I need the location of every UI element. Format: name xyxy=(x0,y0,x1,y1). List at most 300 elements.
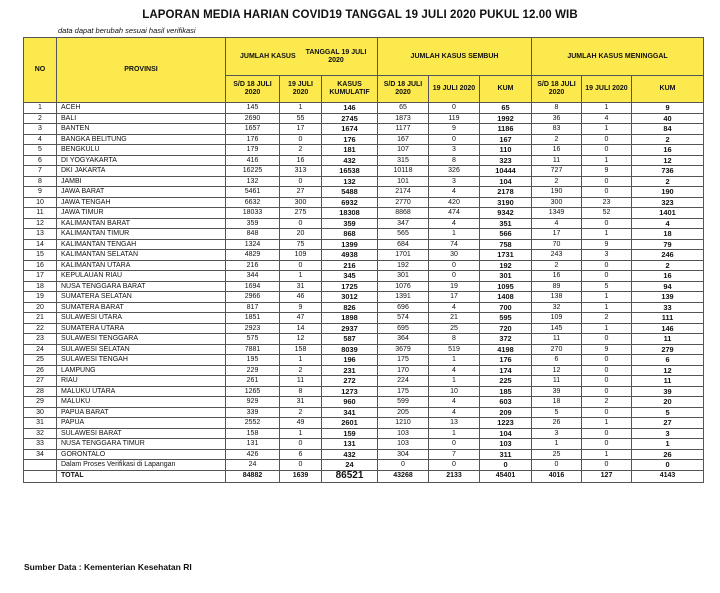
table-row xyxy=(24,260,704,271)
row-no: 25 xyxy=(24,355,57,366)
row-sembuh-sd18: 3679 xyxy=(378,344,429,355)
row-meninggal-sd18: 3 xyxy=(532,428,582,439)
row-sembuh-19: 19 xyxy=(429,281,480,292)
table-row xyxy=(24,218,704,229)
row-sembuh-19: 0 xyxy=(429,134,480,145)
verification-note: data dapat berubah sesuai hasil verifikasi xyxy=(58,26,196,35)
row-meninggal-sd18: 145 xyxy=(532,323,582,334)
row-meninggal-sd18: 17 xyxy=(532,229,582,240)
row-sembuh-sd18: 565 xyxy=(378,229,429,240)
table-row xyxy=(24,166,704,177)
row-kasus-sd18: 132 xyxy=(226,176,280,187)
row-meninggal-sd18: 8 xyxy=(532,103,582,114)
row-sembuh-kum: 110 xyxy=(480,145,532,156)
row-kasus-19: 2 xyxy=(280,365,322,376)
row-kasus-kumulatif: 159 xyxy=(322,428,378,439)
row-meninggal-19: 0 xyxy=(582,187,632,198)
row-no: 16 xyxy=(24,260,57,271)
row-meninggal-kum: 5 xyxy=(632,407,704,418)
row-sembuh-19: 13 xyxy=(429,418,480,429)
row-kasus-sd18: 6632 xyxy=(226,197,280,208)
row-sembuh-kum: 3190 xyxy=(480,197,532,208)
row-sembuh-19: 420 xyxy=(429,197,480,208)
row-meninggal-kum: 0 xyxy=(632,460,704,471)
row-kasus-kumulatif: 2745 xyxy=(322,113,378,124)
row-meninggal-sd18: 12 xyxy=(532,365,582,376)
table-row xyxy=(24,124,704,135)
row-kasus-kumulatif: 1273 xyxy=(322,386,378,397)
row-kasus-kumulatif: 1674 xyxy=(322,124,378,135)
row-sembuh-19: 4 xyxy=(429,397,480,408)
row-sembuh-sd18: 103 xyxy=(378,428,429,439)
row-kasus-sd18: 817 xyxy=(226,302,280,313)
row-kasus-sd18: 216 xyxy=(226,260,280,271)
row-meninggal-19: 5 xyxy=(582,281,632,292)
row-kasus-19: 0 xyxy=(280,460,322,471)
row-sembuh-sd18: 1873 xyxy=(378,113,429,124)
total-sembuh-sd18: 43268 xyxy=(378,470,429,482)
row-meninggal-kum: 190 xyxy=(632,187,704,198)
row-meninggal-kum: 84 xyxy=(632,124,704,135)
row-sembuh-sd18: 175 xyxy=(378,386,429,397)
table-row xyxy=(24,155,704,166)
row-no: 21 xyxy=(24,313,57,324)
table-row xyxy=(24,292,704,303)
row-no: 23 xyxy=(24,334,57,345)
row-sembuh-kum: 311 xyxy=(480,449,532,460)
row-meninggal-sd18: 0 xyxy=(532,460,582,471)
row-sembuh-19: 4 xyxy=(429,302,480,313)
row-kasus-sd18: 1324 xyxy=(226,239,280,250)
row-sembuh-19: 0 xyxy=(429,460,480,471)
row-meninggal-kum: 11 xyxy=(632,334,704,345)
row-sembuh-sd18: 304 xyxy=(378,449,429,460)
row-sembuh-19: 8 xyxy=(429,334,480,345)
row-meninggal-kum: 94 xyxy=(632,281,704,292)
row-no: 18 xyxy=(24,281,57,292)
row-sembuh-kum: 9342 xyxy=(480,208,532,219)
row-provinsi: BANGKA BELITUNG xyxy=(57,134,226,145)
row-meninggal-19: 0 xyxy=(582,365,632,376)
row-kasus-19: 6 xyxy=(280,449,322,460)
row-no: 9 xyxy=(24,187,57,198)
row-kasus-19: 0 xyxy=(280,134,322,145)
row-kasus-sd18: 261 xyxy=(226,376,280,387)
row-meninggal-sd18: 16 xyxy=(532,271,582,282)
table-row xyxy=(24,250,704,261)
row-meninggal-19: 23 xyxy=(582,197,632,208)
table-row xyxy=(24,113,704,124)
row-kasus-19: 12 xyxy=(280,334,322,345)
row-provinsi: Dalam Proses Verifikasi di Lapangan xyxy=(57,460,226,471)
table-row xyxy=(24,376,704,387)
row-kasus-sd18: 18033 xyxy=(226,208,280,219)
row-kasus-kumulatif: 1898 xyxy=(322,313,378,324)
header-kasus-19: 19 JULI 2020 xyxy=(280,76,322,103)
row-no: 14 xyxy=(24,239,57,250)
row-kasus-sd18: 1851 xyxy=(226,313,280,324)
row-sembuh-kum: 301 xyxy=(480,271,532,282)
row-provinsi: DI YOGYAKARTA xyxy=(57,155,226,166)
total-no xyxy=(24,470,57,482)
row-no: 12 xyxy=(24,218,57,229)
row-kasus-sd18: 229 xyxy=(226,365,280,376)
row-meninggal-sd18: 70 xyxy=(532,239,582,250)
row-kasus-kumulatif: 1399 xyxy=(322,239,378,250)
row-sembuh-sd18: 574 xyxy=(378,313,429,324)
report-title: LAPORAN MEDIA HARIAN COVID19 TANGGAL 19 JULI 2020 PUKUL 12.00 WIB xyxy=(142,9,578,21)
row-sembuh-sd18: 167 xyxy=(378,134,429,145)
row-sembuh-sd18: 175 xyxy=(378,355,429,366)
row-kasus-kumulatif: 231 xyxy=(322,365,378,376)
header-jumlah-kasus-label: JUMLAH KASUS xyxy=(240,52,296,60)
row-sembuh-19: 4 xyxy=(429,187,480,198)
row-meninggal-19: 0 xyxy=(582,428,632,439)
row-kasus-19: 0 xyxy=(280,176,322,187)
row-sembuh-kum: 185 xyxy=(480,386,532,397)
row-provinsi: BANTEN xyxy=(57,124,226,135)
row-provinsi: MALUKU UTARA xyxy=(57,386,226,397)
row-meninggal-sd18: 5 xyxy=(532,407,582,418)
row-meninggal-19: 0 xyxy=(582,218,632,229)
row-meninggal-kum: 146 xyxy=(632,323,704,334)
row-sembuh-kum: 10444 xyxy=(480,166,532,177)
row-meninggal-kum: 111 xyxy=(632,313,704,324)
row-sembuh-sd18: 0 xyxy=(378,460,429,471)
row-sembuh-19: 10 xyxy=(429,386,480,397)
table-row xyxy=(24,208,704,219)
table-row xyxy=(24,229,704,240)
row-kasus-19: 47 xyxy=(280,313,322,324)
row-provinsi: SULAWESI SELATAN xyxy=(57,344,226,355)
total-label: TOTAL xyxy=(57,470,226,482)
row-kasus-sd18: 145 xyxy=(226,103,280,114)
row-sembuh-sd18: 224 xyxy=(378,376,429,387)
row-kasus-kumulatif: 345 xyxy=(322,271,378,282)
total-row xyxy=(24,470,704,482)
row-kasus-sd18: 416 xyxy=(226,155,280,166)
row-no: 33 xyxy=(24,439,57,450)
row-provinsi: SUMATERA UTARA xyxy=(57,323,226,334)
header-kasus-kumulatif: KASUS KUMULATIF xyxy=(322,76,378,103)
row-meninggal-19: 0 xyxy=(582,334,632,345)
row-provinsi: SUMATERA SELATAN xyxy=(57,292,226,303)
row-kasus-19: 313 xyxy=(280,166,322,177)
row-sembuh-sd18: 695 xyxy=(378,323,429,334)
row-sembuh-sd18: 315 xyxy=(378,155,429,166)
row-provinsi: JAWA TIMUR xyxy=(57,208,226,219)
row-meninggal-19: 1 xyxy=(582,103,632,114)
row-sembuh-sd18: 364 xyxy=(378,334,429,345)
table-row xyxy=(24,439,704,450)
row-kasus-kumulatif: 868 xyxy=(322,229,378,240)
row-kasus-kumulatif: 587 xyxy=(322,334,378,345)
row-meninggal-sd18: 1 xyxy=(532,439,582,450)
row-sembuh-kum: 595 xyxy=(480,313,532,324)
row-kasus-19: 16 xyxy=(280,155,322,166)
row-kasus-kumulatif: 6932 xyxy=(322,197,378,208)
row-sembuh-19: 9 xyxy=(429,124,480,135)
row-sembuh-19: 3 xyxy=(429,145,480,156)
row-provinsi: JAMBI xyxy=(57,176,226,187)
row-meninggal-19: 2 xyxy=(582,313,632,324)
row-kasus-19: 1 xyxy=(280,271,322,282)
covid-report-table xyxy=(23,37,704,483)
row-meninggal-19: 0 xyxy=(582,439,632,450)
row-provinsi: MALUKU xyxy=(57,397,226,408)
row-kasus-sd18: 426 xyxy=(226,449,280,460)
row-meninggal-sd18: 18 xyxy=(532,397,582,408)
row-sembuh-19: 0 xyxy=(429,260,480,271)
row-meninggal-kum: 79 xyxy=(632,239,704,250)
row-sembuh-sd18: 65 xyxy=(378,103,429,114)
row-meninggal-kum: 246 xyxy=(632,250,704,261)
row-provinsi: LAMPUNG xyxy=(57,365,226,376)
row-sembuh-19: 4 xyxy=(429,407,480,418)
row-meninggal-kum: 33 xyxy=(632,302,704,313)
row-meninggal-19: 0 xyxy=(582,260,632,271)
row-meninggal-19: 0 xyxy=(582,134,632,145)
row-provinsi: ACEH xyxy=(57,103,226,114)
row-meninggal-19: 0 xyxy=(582,355,632,366)
row-sembuh-kum: 700 xyxy=(480,302,532,313)
row-meninggal-kum: 3 xyxy=(632,428,704,439)
row-kasus-sd18: 929 xyxy=(226,397,280,408)
row-sembuh-kum: 1095 xyxy=(480,281,532,292)
row-sembuh-kum: 603 xyxy=(480,397,532,408)
row-sembuh-sd18: 205 xyxy=(378,407,429,418)
table-row xyxy=(24,334,704,345)
table-row xyxy=(24,460,704,471)
row-kasus-19: 2 xyxy=(280,407,322,418)
row-sembuh-19: 3 xyxy=(429,176,480,187)
row-sembuh-19: 4 xyxy=(429,218,480,229)
row-meninggal-sd18: 6 xyxy=(532,355,582,366)
row-sembuh-sd18: 1076 xyxy=(378,281,429,292)
row-sembuh-sd18: 301 xyxy=(378,271,429,282)
row-sembuh-19: 0 xyxy=(429,439,480,450)
row-meninggal-kum: 26 xyxy=(632,449,704,460)
row-kasus-19: 11 xyxy=(280,376,322,387)
row-kasus-sd18: 5461 xyxy=(226,187,280,198)
row-no: 20 xyxy=(24,302,57,313)
row-kasus-sd18: 2966 xyxy=(226,292,280,303)
row-meninggal-19: 0 xyxy=(582,145,632,156)
row-kasus-sd18: 7881 xyxy=(226,344,280,355)
row-sembuh-kum: 758 xyxy=(480,239,532,250)
row-kasus-kumulatif: 432 xyxy=(322,155,378,166)
row-sembuh-19: 474 xyxy=(429,208,480,219)
total-meninggal-19: 127 xyxy=(582,470,632,482)
row-meninggal-sd18: 11 xyxy=(532,376,582,387)
row-meninggal-sd18: 32 xyxy=(532,302,582,313)
row-kasus-sd18: 4829 xyxy=(226,250,280,261)
row-meninggal-19: 1 xyxy=(582,124,632,135)
row-meninggal-kum: 12 xyxy=(632,365,704,376)
row-meninggal-kum: 39 xyxy=(632,386,704,397)
row-kasus-19: 20 xyxy=(280,229,322,240)
row-provinsi: SULAWESI BARAT xyxy=(57,428,226,439)
total-meninggal-kum: 4143 xyxy=(632,470,704,482)
table-row xyxy=(24,197,704,208)
row-sembuh-kum: 192 xyxy=(480,260,532,271)
table-row xyxy=(24,145,704,156)
row-meninggal-19: 9 xyxy=(582,344,632,355)
row-provinsi: DKI JAKARTA xyxy=(57,166,226,177)
row-no: 34 xyxy=(24,449,57,460)
row-sembuh-sd18: 696 xyxy=(378,302,429,313)
row-sembuh-kum: 566 xyxy=(480,229,532,240)
row-kasus-19: 109 xyxy=(280,250,322,261)
row-sembuh-19: 8 xyxy=(429,155,480,166)
row-kasus-kumulatif: 196 xyxy=(322,355,378,366)
row-provinsi: KALIMANTAN UTARA xyxy=(57,260,226,271)
row-sembuh-19: 1 xyxy=(429,428,480,439)
header-sembuh-kum: KUM xyxy=(480,76,532,103)
row-meninggal-kum: 16 xyxy=(632,271,704,282)
row-meninggal-sd18: 4 xyxy=(532,218,582,229)
row-meninggal-sd18: 727 xyxy=(532,166,582,177)
row-kasus-sd18: 131 xyxy=(226,439,280,450)
row-kasus-sd18: 1265 xyxy=(226,386,280,397)
table-row xyxy=(24,344,704,355)
header-meninggal-sd18: S/D 18 JULI 2020 xyxy=(532,76,582,103)
table-row xyxy=(24,428,704,439)
total-sembuh-19: 2133 xyxy=(429,470,480,482)
header-sembuh-sd18: S/D 18 JULI 2020 xyxy=(378,76,429,103)
row-sembuh-sd18: 103 xyxy=(378,439,429,450)
row-provinsi: JAWA TENGAH xyxy=(57,197,226,208)
row-kasus-sd18: 195 xyxy=(226,355,280,366)
row-provinsi: SUMATERA BARAT xyxy=(57,302,226,313)
header-jumlah-kasus-meninggal: JUMLAH KASUS MENINGGAL xyxy=(532,38,704,76)
total-kasus-kumulatif: 86521 xyxy=(322,470,378,482)
row-provinsi: KALIMANTAN TENGAH xyxy=(57,239,226,250)
row-kasus-sd18: 344 xyxy=(226,271,280,282)
table-row xyxy=(24,323,704,334)
row-kasus-19: 31 xyxy=(280,281,322,292)
row-kasus-kumulatif: 2601 xyxy=(322,418,378,429)
row-sembuh-kum: 167 xyxy=(480,134,532,145)
row-kasus-kumulatif: 18308 xyxy=(322,208,378,219)
row-sembuh-sd18: 2174 xyxy=(378,187,429,198)
row-provinsi: RIAU xyxy=(57,376,226,387)
row-kasus-19: 55 xyxy=(280,113,322,124)
row-sembuh-kum: 720 xyxy=(480,323,532,334)
row-sembuh-sd18: 684 xyxy=(378,239,429,250)
row-kasus-sd18: 575 xyxy=(226,334,280,345)
row-no: 15 xyxy=(24,250,57,261)
row-no: 32 xyxy=(24,428,57,439)
row-sembuh-sd18: 347 xyxy=(378,218,429,229)
row-provinsi: BENGKULU xyxy=(57,145,226,156)
header-meninggal-19: 19 JULI 2020 xyxy=(582,76,632,103)
total-sembuh-kum: 45401 xyxy=(480,470,532,482)
row-no: 31 xyxy=(24,418,57,429)
table-row xyxy=(24,365,704,376)
row-kasus-19: 1 xyxy=(280,355,322,366)
row-meninggal-sd18: 270 xyxy=(532,344,582,355)
row-meninggal-kum: 4 xyxy=(632,218,704,229)
row-meninggal-19: 0 xyxy=(582,407,632,418)
row-sembuh-kum: 65 xyxy=(480,103,532,114)
row-kasus-19: 158 xyxy=(280,344,322,355)
row-meninggal-19: 1 xyxy=(582,323,632,334)
header-no: NO xyxy=(24,38,57,103)
table-row xyxy=(24,187,704,198)
total-meninggal-sd18: 4016 xyxy=(532,470,582,482)
row-kasus-kumulatif: 216 xyxy=(322,260,378,271)
table-row xyxy=(24,239,704,250)
table-row xyxy=(24,281,704,292)
header-kasus-sd18: S/D 18 JULI 2020 xyxy=(226,76,280,103)
row-sembuh-kum: 351 xyxy=(480,218,532,229)
row-kasus-19: 2 xyxy=(280,145,322,156)
row-sembuh-19: 0 xyxy=(429,271,480,282)
row-kasus-19: 0 xyxy=(280,218,322,229)
row-kasus-kumulatif: 432 xyxy=(322,449,378,460)
row-sembuh-kum: 1408 xyxy=(480,292,532,303)
table-row xyxy=(24,355,704,366)
row-kasus-sd18: 848 xyxy=(226,229,280,240)
row-sembuh-sd18: 1391 xyxy=(378,292,429,303)
row-kasus-sd18: 158 xyxy=(226,428,280,439)
row-provinsi: KALIMANTAN TIMUR xyxy=(57,229,226,240)
table-row xyxy=(24,449,704,460)
row-meninggal-kum: 11 xyxy=(632,376,704,387)
row-meninggal-19: 1 xyxy=(582,292,632,303)
row-sembuh-kum: 209 xyxy=(480,407,532,418)
row-sembuh-sd18: 2770 xyxy=(378,197,429,208)
row-meninggal-sd18: 2 xyxy=(532,134,582,145)
row-no: 27 xyxy=(24,376,57,387)
row-meninggal-kum: 6 xyxy=(632,355,704,366)
row-meninggal-sd18: 83 xyxy=(532,124,582,135)
row-meninggal-19: 0 xyxy=(582,376,632,387)
row-meninggal-19: 0 xyxy=(582,271,632,282)
header-meninggal-kum: KUM xyxy=(632,76,704,103)
row-no: 24 xyxy=(24,344,57,355)
row-sembuh-19: 1 xyxy=(429,376,480,387)
row-sembuh-19: 519 xyxy=(429,344,480,355)
row-provinsi: NUSA TENGGARA BARAT xyxy=(57,281,226,292)
row-no: 6 xyxy=(24,155,57,166)
row-kasus-19: 8 xyxy=(280,386,322,397)
row-kasus-sd18: 1657 xyxy=(226,124,280,135)
table-row xyxy=(24,134,704,145)
row-sembuh-kum: 103 xyxy=(480,439,532,450)
row-kasus-19: 49 xyxy=(280,418,322,429)
row-kasus-kumulatif: 3012 xyxy=(322,292,378,303)
row-meninggal-19: 0 xyxy=(582,386,632,397)
data-source: Sumber Data : Kementerian Kesehatan RI xyxy=(24,562,192,572)
row-kasus-19: 9 xyxy=(280,302,322,313)
row-sembuh-19: 21 xyxy=(429,313,480,324)
row-provinsi: SULAWESI TENGAH xyxy=(57,355,226,366)
row-sembuh-sd18: 170 xyxy=(378,365,429,376)
row-meninggal-sd18: 300 xyxy=(532,197,582,208)
row-sembuh-19: 1 xyxy=(429,355,480,366)
row-kasus-19: 17 xyxy=(280,124,322,135)
row-kasus-sd18: 176 xyxy=(226,134,280,145)
row-kasus-kumulatif: 5488 xyxy=(322,187,378,198)
row-kasus-19: 14 xyxy=(280,323,322,334)
row-no: 5 xyxy=(24,145,57,156)
row-meninggal-sd18: 138 xyxy=(532,292,582,303)
row-sembuh-19: 17 xyxy=(429,292,480,303)
row-meninggal-sd18: 11 xyxy=(532,155,582,166)
row-no: 19 xyxy=(24,292,57,303)
